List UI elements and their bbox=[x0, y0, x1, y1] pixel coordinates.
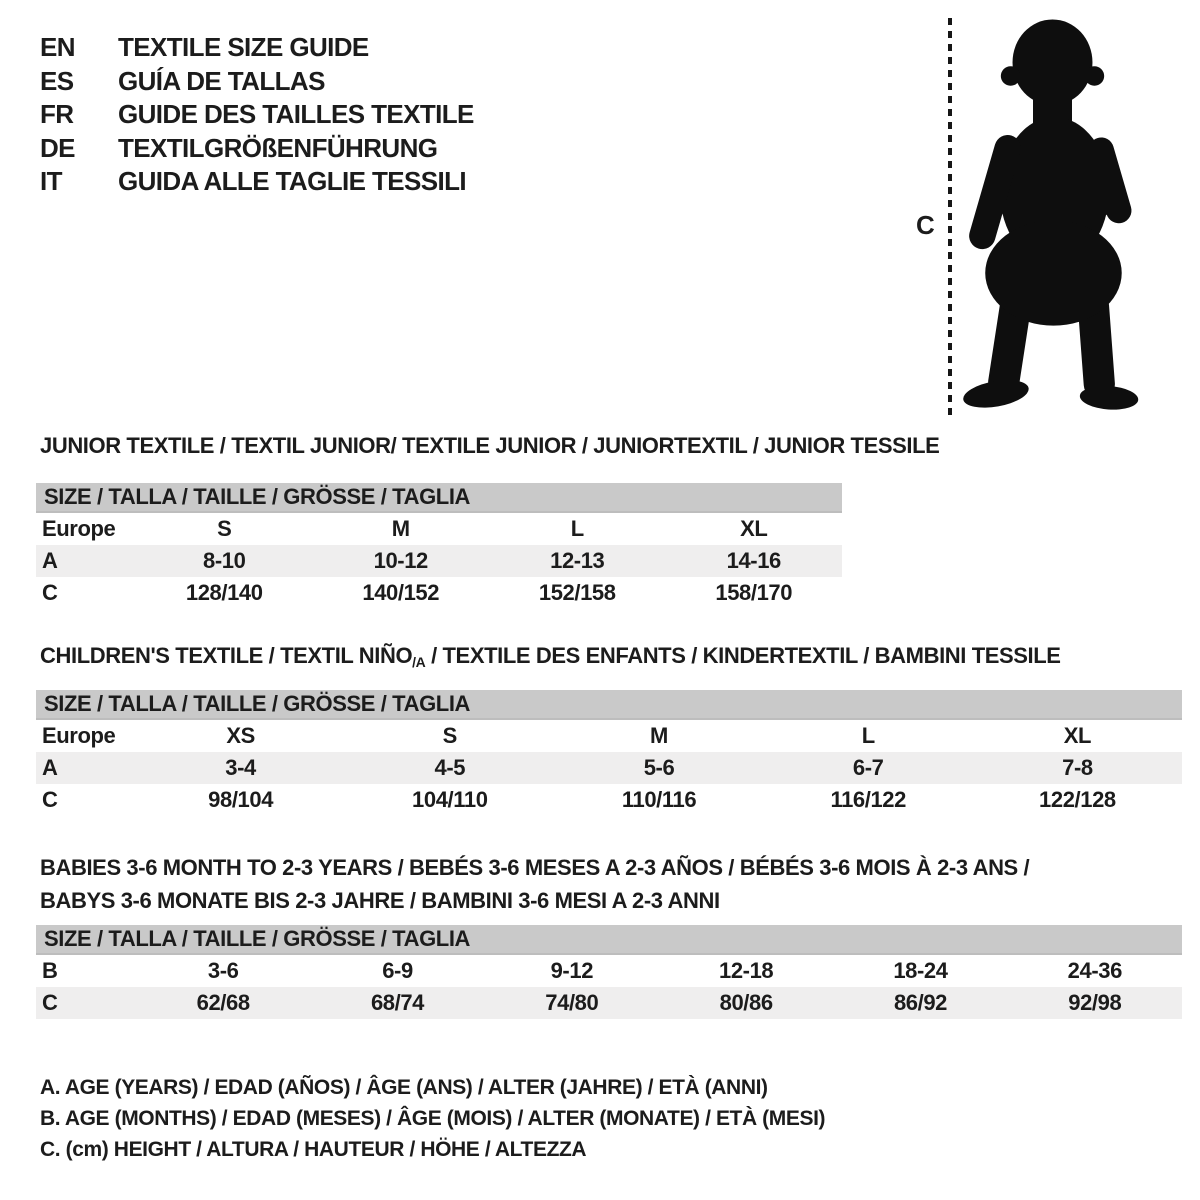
row-label: Europe bbox=[42, 516, 116, 541]
row-label: A bbox=[42, 548, 58, 573]
height-cell: 80/86 bbox=[719, 990, 773, 1015]
table-row-age-months bbox=[36, 955, 1182, 987]
table-row-height bbox=[36, 784, 1182, 816]
age-cell: 12-13 bbox=[550, 548, 605, 573]
language-title: GUÍA DE TALLAS bbox=[118, 65, 325, 96]
size-cell: L bbox=[861, 723, 875, 748]
age-cell: 12-18 bbox=[719, 958, 774, 983]
size-cell: M bbox=[391, 516, 410, 541]
size-cell: S bbox=[442, 723, 457, 748]
language-title: TEXTILGRÖßENFÜHRUNG bbox=[118, 132, 438, 163]
table-row-height bbox=[36, 987, 1182, 1019]
table-row-height bbox=[36, 577, 842, 609]
height-cell: 74/80 bbox=[545, 990, 599, 1015]
height-cell: 152/158 bbox=[538, 580, 616, 605]
babies-section-title bbox=[40, 851, 1029, 917]
children-title-subscript: /A bbox=[412, 654, 426, 670]
language-title: GUIDE DES TAILLES TEXTILE bbox=[118, 99, 474, 130]
language-code: ES bbox=[40, 65, 74, 96]
babies-size-table bbox=[36, 925, 1182, 1019]
row-label: C bbox=[42, 787, 58, 812]
height-cell: 104/110 bbox=[412, 787, 488, 812]
height-cell: 110/116 bbox=[621, 787, 697, 812]
age-cell: 6-7 bbox=[852, 755, 884, 780]
height-cell: 140/152 bbox=[362, 580, 440, 605]
language-code: FR bbox=[40, 99, 74, 130]
table-row-europe bbox=[36, 513, 842, 545]
children-title-prefix: CHILDREN'S TEXTILE / TEXTIL NIÑO bbox=[40, 643, 413, 668]
babies-title-line1: BABIES 3-6 MONTH TO 2-3 YEARS / BEBÉS 3-6 MESES A 2-3 AÑOS / BÉBÉS 3-6 MOIS À 2-3 ANS / bbox=[40, 855, 1030, 880]
height-cell: 128/140 bbox=[185, 580, 263, 605]
age-cell: 18-24 bbox=[893, 958, 948, 983]
row-label: C bbox=[42, 990, 58, 1015]
size-cell: XL bbox=[1063, 723, 1092, 748]
height-cell: 122/128 bbox=[1039, 787, 1116, 812]
height-cell: 68/74 bbox=[370, 990, 425, 1015]
size-cell: S bbox=[217, 516, 232, 541]
age-cell: 3-4 bbox=[225, 755, 256, 780]
language-row-de bbox=[40, 132, 474, 166]
language-code: EN bbox=[40, 32, 75, 63]
babies-title-line2: BABYS 3-6 MONATE BIS 2-3 JAHRE / BAMBINI 3-6 MESI A 2-3 ANNI bbox=[40, 888, 720, 913]
size-header-bar: SIZE / TALLA / TAILLE / GRÖSSE / TAGLIA bbox=[36, 690, 1182, 720]
junior-section-title: JUNIOR TEXTILE / TEXTIL JUNIOR/ TEXTILE JUNIOR / JUNIORTEXTIL / JUNIOR TESSILE bbox=[40, 433, 940, 458]
height-cell: 158/170 bbox=[715, 580, 793, 605]
height-dashed-line bbox=[948, 18, 952, 416]
height-measure-label: C bbox=[916, 210, 935, 240]
age-cell: 8-10 bbox=[203, 548, 246, 573]
language-title: GUIDA ALLE TAGLIE TESSILI bbox=[118, 166, 467, 197]
age-cell: 10-12 bbox=[373, 548, 428, 573]
toddler-silhouette-icon bbox=[955, 12, 1150, 415]
junior-size-table bbox=[36, 483, 842, 609]
height-cell: 92/98 bbox=[1068, 990, 1122, 1015]
language-row-it bbox=[40, 165, 474, 199]
age-cell: 3-6 bbox=[207, 958, 239, 983]
row-label: B bbox=[42, 958, 58, 983]
age-cell: 5-6 bbox=[643, 755, 675, 780]
legend-line-b: B. AGE (MONTHS) / EDAD (MESES) / ÂGE (MOIS) / ALTER (MONATE) / ETÀ (MESI) bbox=[40, 1107, 826, 1130]
height-cell: 62/68 bbox=[196, 990, 250, 1015]
language-title-list bbox=[40, 31, 474, 199]
measurement-legend bbox=[40, 1072, 825, 1165]
language-code: DE bbox=[40, 132, 75, 163]
language-row-en bbox=[40, 31, 474, 65]
table-row-age bbox=[36, 545, 842, 577]
size-cell: L bbox=[570, 516, 584, 541]
row-label: Europe bbox=[42, 723, 116, 748]
height-cell: 86/92 bbox=[893, 990, 947, 1015]
size-header-bar: SIZE / TALLA / TAILLE / GRÖSSE / TAGLIA bbox=[36, 483, 842, 513]
table-row-age bbox=[36, 752, 1182, 784]
children-size-table bbox=[36, 690, 1182, 816]
legend-line-c: C. (cm) HEIGHT / ALTURA / HAUTEUR / HÖHE / ALTEZZA bbox=[40, 1138, 587, 1161]
height-cell: 98/104 bbox=[208, 787, 274, 812]
age-cell: 14-16 bbox=[726, 548, 781, 573]
height-cell: 116/122 bbox=[830, 787, 906, 812]
row-label: A bbox=[42, 755, 58, 780]
size-cell: XS bbox=[226, 723, 255, 748]
language-row-es bbox=[40, 65, 474, 99]
age-cell: 24-36 bbox=[1067, 958, 1122, 983]
size-header-bar: SIZE / TALLA / TAILLE / GRÖSSE / TAGLIA bbox=[36, 925, 1182, 955]
age-cell: 6-9 bbox=[382, 958, 413, 983]
language-code: IT bbox=[40, 166, 62, 197]
children-section-title bbox=[40, 643, 1061, 670]
size-cell: M bbox=[650, 723, 668, 748]
language-title: TEXTILE SIZE GUIDE bbox=[118, 32, 369, 63]
legend-line-a: A. AGE (YEARS) / EDAD (AÑOS) / ÂGE (ANS) / ALTER (JAHRE) / ETÀ (ANNI) bbox=[40, 1076, 768, 1099]
language-row-fr bbox=[40, 98, 474, 132]
size-cell: XL bbox=[740, 516, 768, 541]
table-row-europe bbox=[36, 720, 1182, 752]
age-cell: 7-8 bbox=[1062, 755, 1093, 780]
age-cell: 9-12 bbox=[550, 958, 594, 983]
children-title-suffix: / TEXTILE DES ENFANTS / KINDERTEXTIL / BAMBINI TESSILE bbox=[425, 643, 1061, 668]
row-label: C bbox=[42, 580, 58, 605]
age-cell: 4-5 bbox=[434, 755, 466, 780]
